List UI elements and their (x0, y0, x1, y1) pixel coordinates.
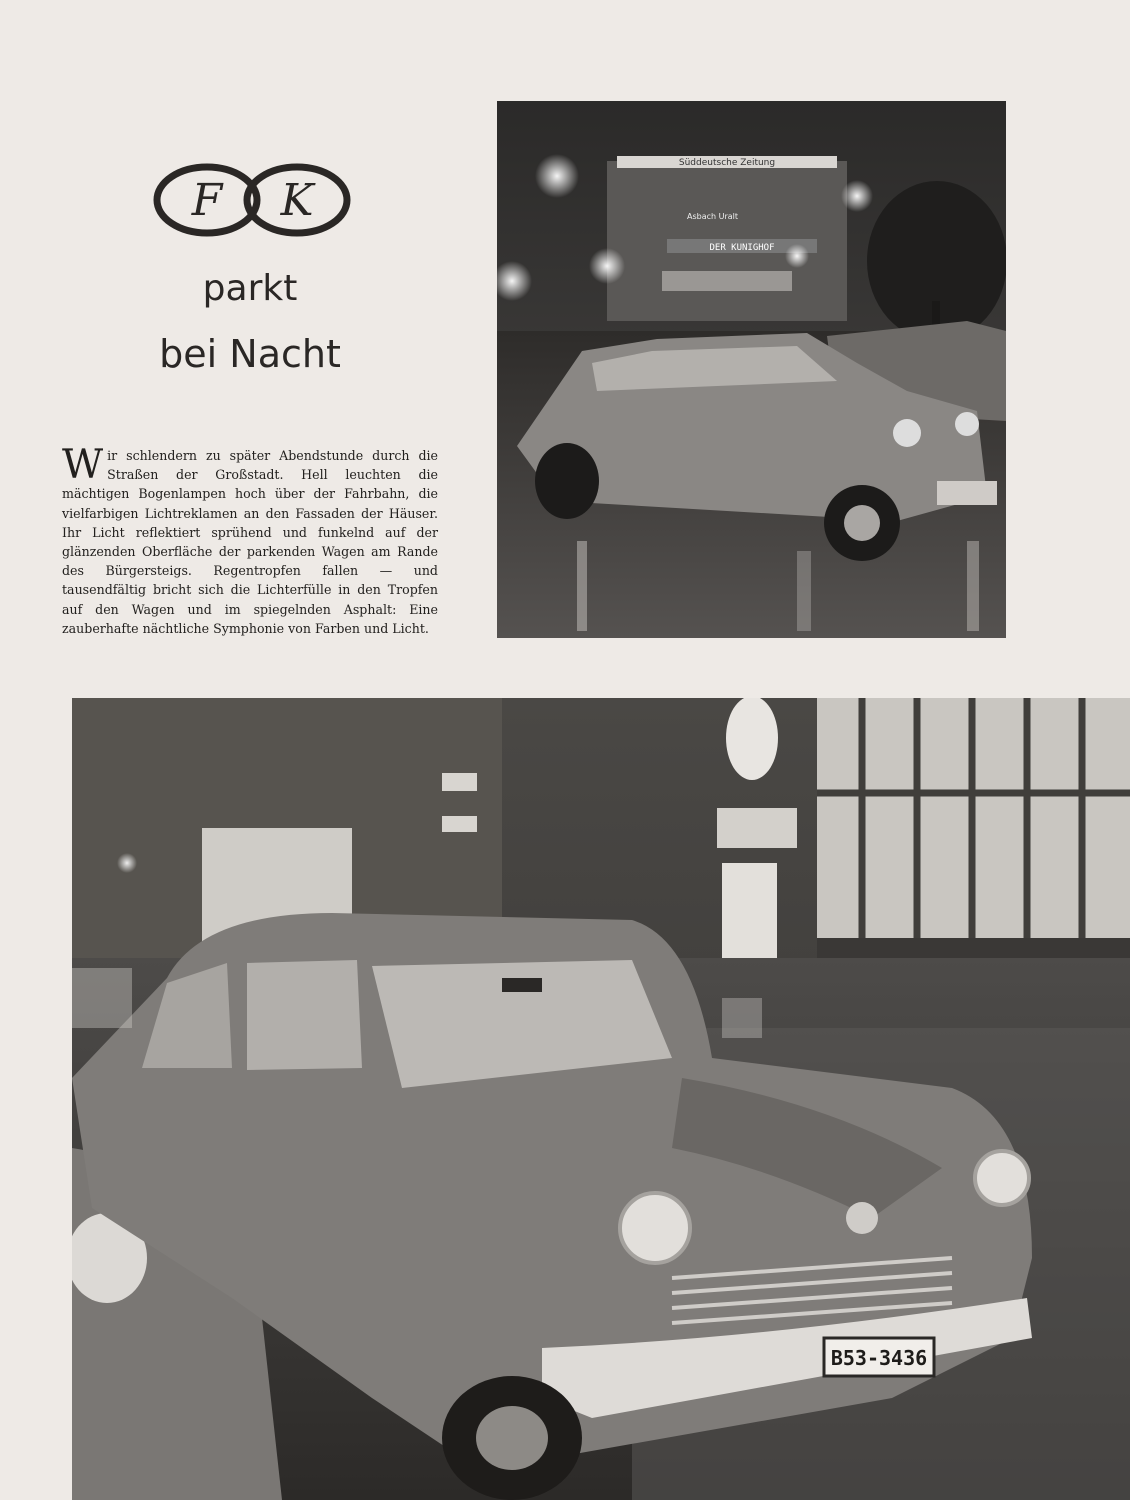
drop-cap: W (62, 442, 104, 488)
license-plate: B53-3436 (830, 1346, 928, 1370)
night-street-photo-top (497, 101, 1006, 638)
svg-text:F: F (191, 175, 223, 226)
night-street-photo-bottom (72, 698, 1130, 1500)
svg-text:K: K (280, 175, 314, 226)
heading-line-2: bei Nacht (159, 332, 341, 376)
article-body: ir schlendern zu später Abendstunde durch die Straßen der Großstadt. Hell leuchten die mächtigen Bogenlampen hoch über der Fahrbahn, die vielfarbigen Lichtreklamen an den Fassaden der Häuser. Ihr Licht reflektiert sprühend und funkelnd auf der glänzenden Oberfläche der parkenden Wagen am Rande des Bürgersteigs. Regentropfen fallen — und tausendfältig bricht sich die Lichterfülle in den Tropfen auf den Wagen und im spiegelnden Asphalt: Eine zauberhafte nächtliche Symphonie von Farben und Licht. (62, 448, 438, 636)
asbach-sign: Asbach Uralt (687, 212, 739, 221)
article-text (62, 442, 438, 638)
fk-monogram-logo (152, 160, 352, 240)
heading-line-1: parkt (202, 268, 298, 309)
newspaper-sign: Süddeutsche Zeitung (678, 158, 776, 168)
kunighof-sign: DER KUNIGHOF (709, 243, 775, 253)
